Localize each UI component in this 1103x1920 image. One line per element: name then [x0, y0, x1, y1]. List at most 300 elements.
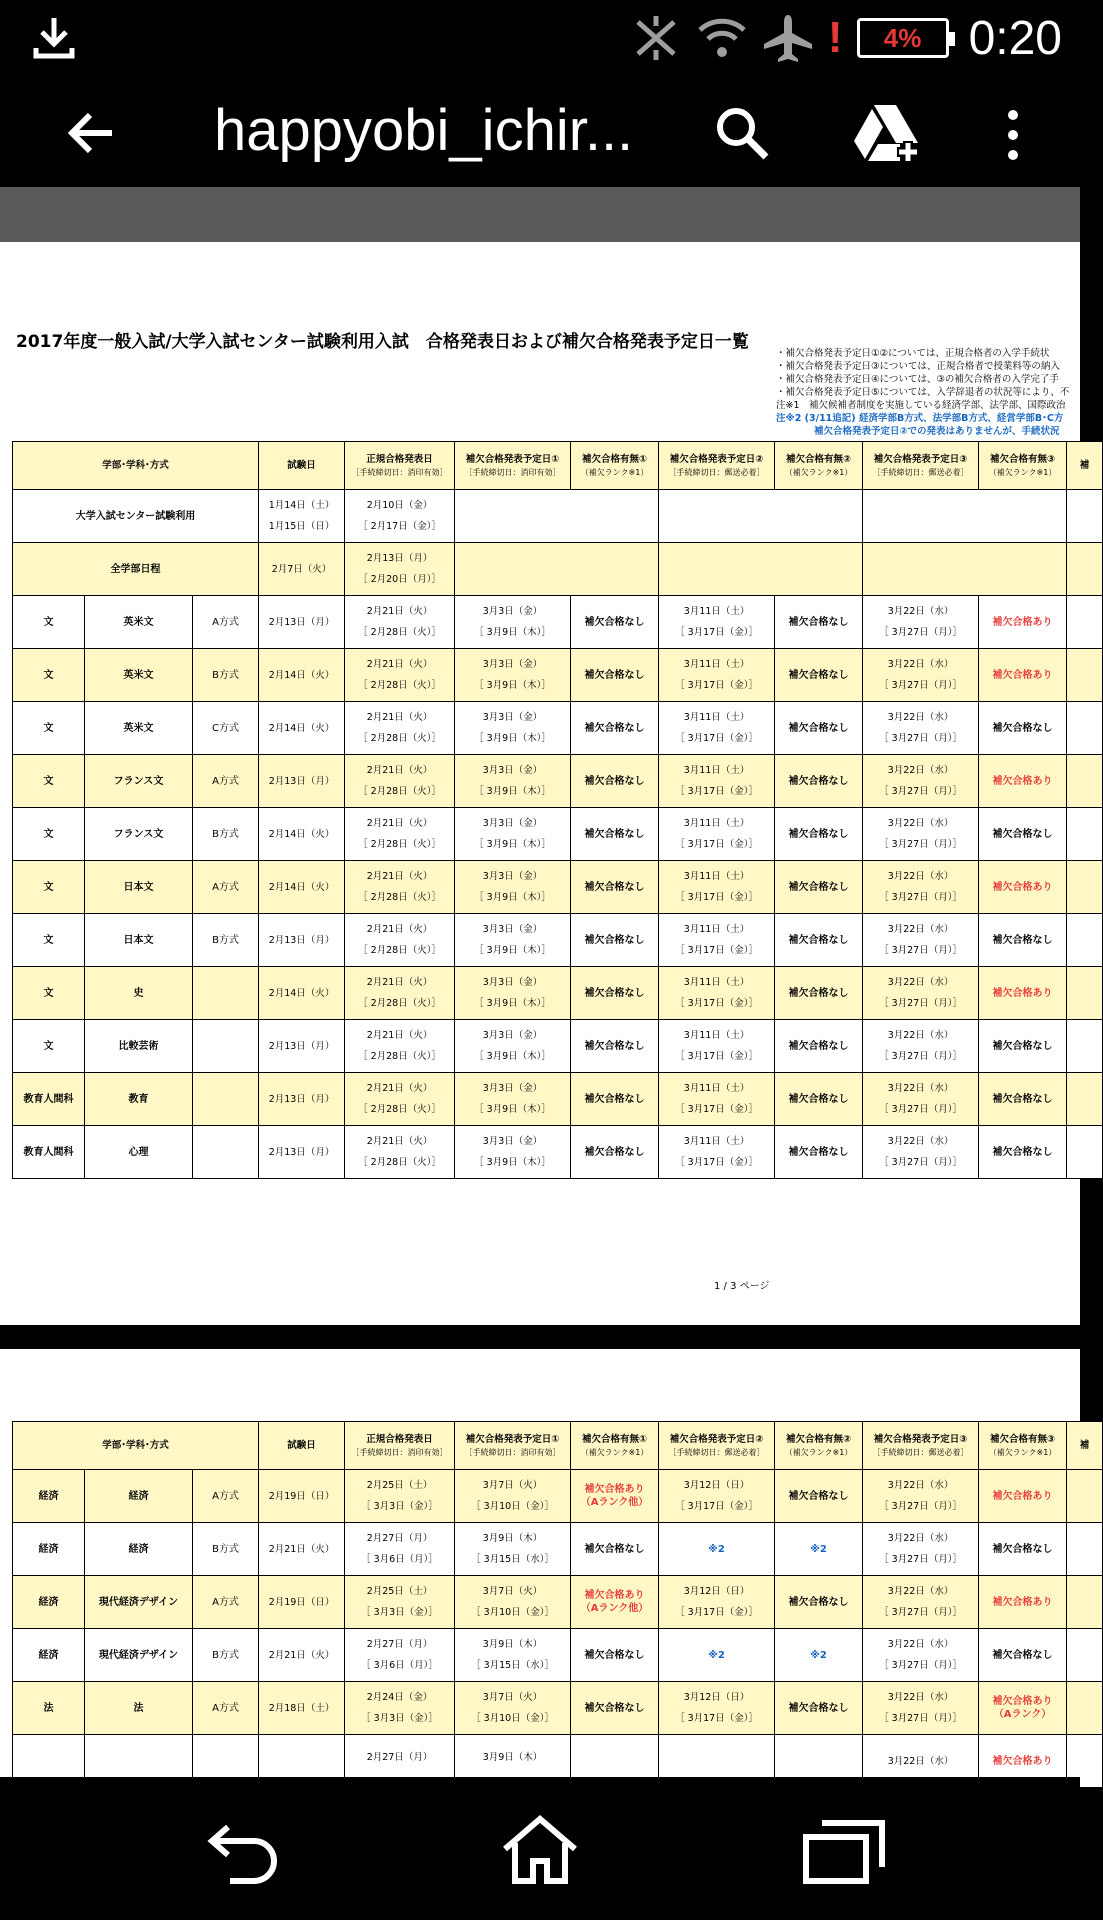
pass-date-deadline: ［ 3月6日（月）］ [361, 1554, 438, 1565]
supp-date-2-cell [659, 1629, 775, 1682]
supp-date-1-cell [455, 1682, 571, 1735]
overflow-cell [1067, 1523, 1103, 1576]
supp-date-1-cell [455, 1629, 571, 1682]
pass-date-deadline: ［ 3月3日（金）］ [361, 1501, 438, 1512]
header-cell [863, 442, 979, 490]
note-line-blue: 補欠合格発表予定日②での発表はありませんが、手続状況 [776, 426, 1060, 437]
supp-date-2-cell [659, 755, 775, 808]
faculty-cell [13, 1682, 85, 1735]
supp-result-3-cell [979, 596, 1067, 649]
supp-result-1: 補欠合格なし [584, 934, 645, 946]
department: 史 [133, 987, 144, 999]
supp-result-3-cell [979, 808, 1067, 861]
header-sub: （補欠ランク※1） [580, 1447, 649, 1457]
faculty: 経済 [38, 1543, 59, 1555]
department: 英米文 [123, 722, 154, 734]
overflow-cell [1067, 1126, 1103, 1179]
supp-result-3-cell [979, 861, 1067, 914]
supp-date-1-cell [455, 649, 571, 702]
pass-date-main: 2月21日（火） [366, 712, 433, 723]
note-line: 注※1 補欠候補者制度を実施している経済学部、法学部、国際政治 [776, 400, 1066, 411]
drive-add-icon[interactable] [852, 101, 924, 165]
supp-result-3-cell [979, 1126, 1067, 1179]
supp-rank-1: （Aランク他） [580, 1603, 649, 1614]
more-vert-icon[interactable] [998, 105, 1028, 165]
supp-result-3-cell [979, 1073, 1067, 1126]
supp-date-2-deadline: ［ 3月17日（金）］ [675, 945, 758, 956]
supp-result-3: 補欠合格なし [992, 1649, 1053, 1661]
method-cell [193, 808, 259, 861]
supp-date-1-deadline: ［ 3月9日（木）］ [474, 733, 551, 744]
department-cell [85, 1126, 193, 1179]
department: 心理 [128, 1146, 149, 1158]
supp-date-2-main: 3月11日（土） [683, 1083, 750, 1094]
exam-date-cell [259, 1126, 345, 1179]
supp-date-3-main: 3月22日（水） [887, 871, 954, 882]
supp-date-3-cell [863, 702, 979, 755]
document-title: happyobi_ichir... [214, 98, 634, 163]
supp-date-3-main: 3月22日（水） [887, 659, 954, 670]
method-cell [193, 1576, 259, 1629]
exam-date-2: 1月15日（日） [268, 521, 335, 532]
back-icon[interactable] [60, 103, 120, 163]
overflow-cell [1067, 596, 1103, 649]
method: A方式 [212, 1702, 239, 1714]
supp-date-3-cell [863, 1126, 979, 1179]
supp-date-3-cell [863, 1073, 979, 1126]
faculty-cell [13, 1020, 85, 1073]
supp-result-1: 補欠合格なし [584, 722, 645, 734]
supp-date-3-main: 3月22日（水） [887, 1083, 954, 1094]
pass-date-cell [345, 1576, 455, 1629]
exam-date-cell [259, 702, 345, 755]
supp-result-1: 補欠合格なし [584, 881, 645, 893]
supp-date-1-deadline: ［ 3月10日（金）］ [471, 1501, 554, 1512]
supp-result-3-cell [979, 755, 1067, 808]
exam-date: 2月14日（火） [268, 669, 335, 681]
department-cell [85, 1523, 193, 1576]
supp-date-1-deadline: ［ 3月9日（木）］ [474, 1157, 551, 1168]
pass-date-deadline: ［ 2月17日（金）］ [358, 521, 441, 532]
search-icon[interactable] [712, 103, 772, 163]
supp-rank-1: （Aランク他） [580, 1497, 649, 1508]
method-cell-empty [193, 1020, 259, 1073]
supp-result-3: 補欠合格なし [992, 1040, 1053, 1052]
header-sub: ［手続締切日：郵送必着］ [668, 467, 765, 477]
row-label: 大学入試センター試験利用 [13, 490, 259, 543]
overflow-cell [1067, 1020, 1103, 1073]
home-icon[interactable] [495, 1815, 585, 1885]
supp-date-2-deadline: ［ 3月17日（金）］ [675, 892, 758, 903]
app-bar [0, 75, 1080, 187]
method-cell [193, 1470, 259, 1523]
department-cell [85, 861, 193, 914]
supp-date-3-deadline: ［ 3月27日（月）］ [879, 892, 962, 903]
pass-date-main: 2月21日（火） [366, 1083, 433, 1094]
method: B方式 [212, 828, 239, 840]
method: B方式 [212, 1649, 239, 1661]
department: 教育 [128, 1093, 149, 1105]
overflow-cell [1067, 1576, 1103, 1629]
pass-date-cell [345, 808, 455, 861]
supp-date-2-main: 3月12日（日） [683, 1586, 750, 1597]
pass-date-deadline: ［ 3月6日（月）］ [361, 1660, 438, 1671]
supp-date-3-deadline: ［ 3月27日（月）］ [879, 733, 962, 744]
supp-date-2-deadline: ［ 3月17日（金）］ [675, 839, 758, 850]
department: 日本文 [123, 881, 154, 893]
supp-date-1-deadline: ［ 3月9日（木）］ [474, 627, 551, 638]
supp-result-2: 補欠合格なし [788, 775, 849, 787]
header-text: 補欠合格発表予定日① [465, 1433, 560, 1445]
faculty: 文 [43, 987, 54, 999]
note-line: ・補欠合格発表予定日①②については、正規合格者の入学手続状 [776, 348, 1050, 359]
department-cell [85, 702, 193, 755]
table-body [13, 596, 1103, 1179]
exam-date: 2月13日（月） [268, 934, 335, 946]
pass-date-cell [345, 1073, 455, 1126]
pass-date-deadline: ［ 2月28日（火）］ [358, 839, 441, 850]
supp-date-3-main: 3月22日（水） [887, 1692, 954, 1703]
exam-date: 2月14日（火） [268, 987, 335, 999]
department-cell [85, 596, 193, 649]
table-row [13, 596, 1103, 649]
back-nav-icon[interactable] [200, 1815, 290, 1885]
supp-date-3-cell [863, 1682, 979, 1735]
supp-date-1-main: 3月3日（金） [482, 924, 543, 935]
supp-date-1-main: 3月3日（金） [482, 871, 543, 882]
pass-date-main: 2月21日（火） [366, 765, 433, 776]
supp-date-3-main: 3月22日（水） [887, 606, 954, 617]
overflow-cell [1067, 914, 1103, 967]
supp-result-1-cell [571, 1682, 659, 1735]
supp-result-1: 補欠合格なし [584, 828, 645, 840]
supp-result-1-cell [571, 1576, 659, 1629]
header-cell: 学部･学科･方式 [13, 442, 259, 490]
pass-date-cell [345, 1020, 455, 1073]
exam-date-cell [259, 1073, 345, 1126]
supp-result-2-cell [775, 596, 863, 649]
supp-date-3-cell [863, 914, 979, 967]
department-cell [85, 1020, 193, 1073]
table-row [13, 1126, 1103, 1179]
faculty-cell [13, 808, 85, 861]
empty-cell [455, 543, 659, 596]
supp-date-2-deadline: ［ 3月17日（金）］ [675, 1104, 758, 1115]
method-cell [193, 1523, 259, 1576]
supp-date-3-main: 3月22日（水） [887, 1030, 954, 1041]
pass-date-deadline: ［ 2月28日（火）］ [358, 627, 441, 638]
pass-date-main: 2月21日（火） [366, 1136, 433, 1147]
supp-result-2-cell [775, 1629, 863, 1682]
supp-result-1: 補欠合格なし [584, 1543, 645, 1555]
exam-date-cell [259, 1020, 345, 1073]
supp-date-1-main: 3月3日（金） [482, 712, 543, 723]
supp-date-2-main: 3月12日（日） [683, 1692, 750, 1703]
faculty-cell [13, 914, 85, 967]
header-text: 補欠合格有無① [581, 1433, 648, 1445]
header-text: 補欠合格発表予定日② [669, 453, 764, 465]
supp-result-1-cell [571, 1523, 659, 1576]
supp-date-1-main: 3月9日（木） [482, 1639, 543, 1650]
pass-date-cell [345, 967, 455, 1020]
department: 法 [133, 1702, 144, 1714]
exam-date-cell [259, 1629, 345, 1682]
airplane-icon [762, 13, 814, 63]
exam-date: 2月7日（火） [259, 543, 345, 596]
supp-date-1-cell [455, 596, 571, 649]
exam-date-cell [259, 755, 345, 808]
header-text: 補欠合格有無③ [989, 453, 1056, 465]
pass-date-main: 2月10日（金） [366, 500, 433, 511]
supp-date-2-cell [659, 1523, 775, 1576]
header-text: 補欠合格有無② [785, 453, 852, 465]
supp-date-1-main: 3月3日（金） [482, 659, 543, 670]
faculty-cell [13, 649, 85, 702]
supp-date-1-main: 3月3日（金） [482, 606, 543, 617]
header-text: 正規合格発表日 [366, 453, 433, 465]
pass-date-main: 2月24日（金） [366, 1692, 433, 1703]
supp-result-1-cell [571, 1126, 659, 1179]
supp-result-1: 補欠合格なし [584, 1093, 645, 1105]
supp-result-3-cell [979, 1470, 1067, 1523]
supp-date-2-deadline: ［ 3月17日（金）］ [675, 786, 758, 797]
supp-result-2: 補欠合格なし [788, 987, 849, 999]
supp-date-2-deadline: ［ 3月17日（金）］ [675, 1157, 758, 1168]
table-body [13, 1470, 1103, 1788]
supp-date-1-cell [455, 1073, 571, 1126]
supp-result-1-cell [571, 1020, 659, 1073]
pass-date [345, 490, 455, 543]
header-text: 補欠合格発表予定日① [465, 453, 560, 465]
supp-result-3: 補欠合格なし [992, 1146, 1053, 1158]
supp-result-2-cell [775, 702, 863, 755]
supp-date-1-main: 3月3日（金） [482, 977, 543, 988]
table-row [13, 1073, 1103, 1126]
supp-date-3-deadline: ［ 3月27日（月）］ [879, 1157, 962, 1168]
exam-date [259, 490, 345, 543]
faculty: 文 [43, 775, 54, 787]
supp-date-1-main: 3月3日（金） [482, 818, 543, 829]
pass-date-main: 2月21日（火） [366, 871, 433, 882]
pass-date-deadline: ［ 3月3日（金）］ [361, 1607, 438, 1618]
supp-result-2-cell [775, 1523, 863, 1576]
header-cell [455, 1422, 571, 1470]
supp-date-3-main: 3月22日（水） [887, 818, 954, 829]
supp-date-1-cell [455, 1576, 571, 1629]
pass-date-main: 2月21日（火） [366, 818, 433, 829]
method-cell [193, 861, 259, 914]
navigation-bar [0, 1777, 1080, 1920]
note-line: ・補欠合格発表予定日④については、③の補欠合格者の入学完了手 [776, 374, 1059, 385]
supp-result-1: 補欠合格なし [584, 669, 645, 681]
supp-result-3: 補欠合格あり [992, 775, 1053, 787]
supp-result-2: 補欠合格なし [788, 1040, 849, 1052]
method-cell [193, 1629, 259, 1682]
department: 比較芸術 [118, 1040, 159, 1052]
supp-result-2: 補欠合格なし [788, 669, 849, 681]
supp-date-2-cell [659, 1126, 775, 1179]
exam-date: 2月14日（火） [268, 828, 335, 840]
supp-result-3-cell [979, 1629, 1067, 1682]
header-sub: （補欠ランク※1） [988, 467, 1057, 477]
supp-date-2-cell [659, 1073, 775, 1126]
department-cell [85, 1576, 193, 1629]
exam-date: 2月13日（月） [268, 616, 335, 628]
pdf-page-2 [0, 1349, 1090, 1777]
header-cell [571, 442, 659, 490]
table-row [13, 1523, 1103, 1576]
exam-date: 2月13日（月） [268, 775, 335, 787]
header-cell: 補 [1067, 1422, 1103, 1470]
supp-date-3-deadline: ［ 3月27日（月）］ [879, 839, 962, 850]
faculty-cell [13, 755, 85, 808]
exam-date-cell [259, 861, 345, 914]
table-row [13, 967, 1103, 1020]
supp-date-1-main: 3月7日（火） [482, 1692, 543, 1703]
supp-result-1-cell [571, 967, 659, 1020]
note-ref: ※2 [708, 1649, 725, 1661]
method: C方式 [212, 722, 239, 734]
table-row-center-test [13, 490, 1103, 543]
notes-block [776, 347, 1069, 438]
header-text: 正規合格発表日 [366, 1433, 433, 1445]
header-sub: （補欠ランク※1） [988, 1447, 1057, 1457]
supp-date-3-deadline: ［ 3月27日（月）］ [879, 1607, 962, 1618]
faculty: 文 [43, 828, 54, 840]
pass-date-deadline: ［ 2月20日（月）］ [358, 574, 441, 585]
pdf-viewer[interactable] [0, 242, 1090, 1777]
pass-date-deadline: ［ 2月28日（火）］ [358, 945, 441, 956]
exam-date-cell [259, 1523, 345, 1576]
supp-date-1-main: 3月7日（火） [482, 1586, 543, 1597]
header-sub: ［手続締切日：消印有効］ [464, 467, 561, 477]
faculty: 経済 [38, 1649, 59, 1661]
supp-result-1-cell [571, 914, 659, 967]
supp-result-1-cell [571, 808, 659, 861]
pass-date-cell [345, 1126, 455, 1179]
supp-date-1-main: 3月3日（金） [482, 1136, 543, 1147]
table-row [13, 914, 1103, 967]
pass-date-cell [345, 1629, 455, 1682]
supp-date-1-cell [455, 861, 571, 914]
supp-date-3-deadline: ［ 3月27日（月）］ [879, 1501, 962, 1512]
supp-date-2-deadline: ［ 3月17日（金）］ [675, 1501, 758, 1512]
supp-date-3-cell [863, 1576, 979, 1629]
empty-cell [1067, 543, 1103, 596]
supp-date-1-deadline: ［ 3月9日（木）］ [474, 1104, 551, 1115]
overflow-cell [1067, 649, 1103, 702]
supp-date-2-deadline: ［ 3月17日（金）］ [675, 733, 758, 744]
department: 日本文 [123, 934, 154, 946]
supp-date-2-cell [659, 1682, 775, 1735]
supp-result-1-cell [571, 596, 659, 649]
pass-date-main: 2月25日（土） [366, 1480, 433, 1491]
supp-date-3-deadline: ［ 3月27日（月）］ [879, 1660, 962, 1671]
pass-date-deadline: ［ 3月3日（金）］ [361, 1713, 438, 1724]
supp-date-2-deadline: ［ 3月17日（金）］ [675, 627, 758, 638]
overflow-cell [1067, 1470, 1103, 1523]
exam-date-cell [259, 967, 345, 1020]
supp-date-3-deadline: ［ 3月27日（月）］ [879, 1051, 962, 1062]
supp-date-1-deadline: ［ 3月9日（木）］ [474, 998, 551, 1009]
header-sub: ［手続締切日：郵送必着］ [872, 467, 969, 477]
supp-date-1-cell [455, 1470, 571, 1523]
note-line: ・補欠合格発表予定日⑤については、入学辞退者の状況等により、不 [776, 387, 1070, 398]
supp-result-2-cell [775, 1576, 863, 1629]
pass-date-cell [345, 861, 455, 914]
supp-result-3-cell [979, 1576, 1067, 1629]
supp-date-1-cell [455, 1020, 571, 1073]
supp-result-1: 補欠合格なし [584, 616, 645, 628]
pass-date-cell [345, 702, 455, 755]
supp-date-3-cell [863, 861, 979, 914]
header-text: 補欠合格発表予定日③ [873, 453, 968, 465]
header-cell [345, 1422, 455, 1470]
supp-date-3-main: 3月22日（水） [887, 1586, 954, 1597]
department-cell [85, 755, 193, 808]
method-cell-empty [193, 1126, 259, 1179]
faculty: 経済 [38, 1490, 59, 1502]
header-sub: ［手続締切日：郵送必着］ [872, 1447, 969, 1457]
empty-cell [1067, 490, 1103, 543]
exam-date-cell [259, 1470, 345, 1523]
header-text: 補欠合格有無② [785, 1433, 852, 1445]
exam-date: 2月13日（月） [268, 1040, 335, 1052]
pass-date-deadline: ［ 2月28日（火）］ [358, 1051, 441, 1062]
table-row [13, 861, 1103, 914]
supp-date-3-main: 3月22日（水） [887, 1755, 954, 1767]
supp-result-3-cell [979, 1523, 1067, 1576]
exam-date-1: 1月14日（土） [268, 500, 335, 511]
supp-result-3-cell [979, 1682, 1067, 1735]
supp-date-1-cell [455, 755, 571, 808]
pass-date [345, 543, 455, 596]
method: A方式 [212, 1596, 239, 1608]
supp-date-3-cell [863, 755, 979, 808]
pass-date-main: 2月27日（月） [366, 1533, 433, 1544]
alert-icon: ! [827, 13, 843, 62]
supp-date-1-cell [455, 702, 571, 755]
overflow-cell [1067, 967, 1103, 1020]
header-cell [775, 442, 863, 490]
viewer-toolbar [0, 187, 1080, 242]
supp-result-2-cell [775, 1126, 863, 1179]
supp-date-1-deadline: ［ 3月15日（水）］ [471, 1660, 554, 1671]
department: 経済 [128, 1490, 149, 1502]
header-text: 補欠合格発表予定日③ [873, 1433, 968, 1445]
header-cell: 学部･学科･方式 [13, 1422, 259, 1470]
supp-date-2-cell [659, 967, 775, 1020]
table-row [13, 1682, 1103, 1735]
recent-apps-icon[interactable] [800, 1815, 890, 1885]
supp-result-2-cell [775, 1682, 863, 1735]
supp-result-2-cell [775, 755, 863, 808]
faculty: 教育人間科 [23, 1093, 74, 1105]
faculty: 文 [43, 722, 54, 734]
battery-level: 4% [883, 22, 922, 53]
supp-result-3-cell [979, 1020, 1067, 1073]
pass-date-cell [345, 1523, 455, 1576]
method: B方式 [212, 669, 239, 681]
supp-date-3-cell [863, 1629, 979, 1682]
note-ref: ※2 [708, 1543, 725, 1555]
overflow-cell [1067, 1073, 1103, 1126]
note-ref: ※2 [810, 1649, 827, 1661]
supp-date-3-cell [863, 596, 979, 649]
empty-cell [659, 543, 863, 596]
wifi-icon [696, 16, 748, 60]
supp-result-2: 補欠合格なし [788, 934, 849, 946]
